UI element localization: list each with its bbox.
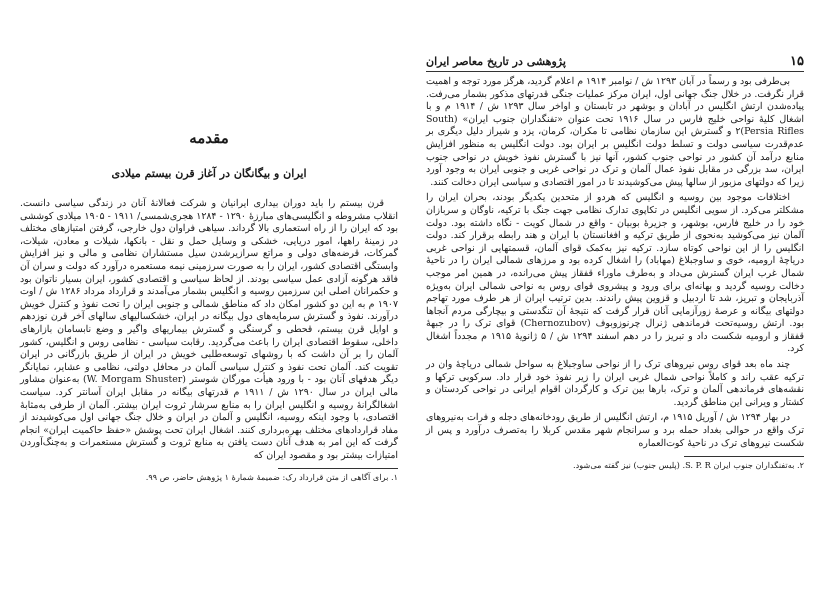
- left-page-body: [20, 198, 398, 462]
- left-page: [20, 14, 398, 580]
- footnote-divider: [278, 468, 398, 469]
- footnote-divider: [684, 456, 804, 457]
- paragraph: بی‌طرفی بود و رسماً در آبان ۱۲۹۳ ش / نوامبر ۱۹۱۴ م اعلام گردید، هرگز مورد توجه و اهمیت قرار نگرفت. در خلال جنگ جهانی اول، ایران مرکز عملیات جنگی قدرتهای مذکور بشمار می‌رفت. پیاده‌شدن ارتش انگلیس در آبادان و بوشهر در تابستان و اواخر سال ۱۲۹۳ ش / ۱۹۱۴ م و با اشغال کلیهٔ نواحی خلیج فارس در سال ۱۹۱۶ تحت عنوان «تفنگداران جنوب ایران» (South Persia Rifles)۲ و گسترش این سازمان نظامی تا مکران، کرمان، یزد و شیراز دلیل دیگری بر عدم‌قدرت سیاسی دولت و تسلط دولت انگلیس بر ایران بود. دولت انگلیس به منظور افزایش منابع درآمد آن کشور در نواحی جنوب کشور، آنها نیز با گسترش نفوذ خویش در نواحی جنوب ایران، سد بزرگی در مقابل نفوذ عمال آلمان و ترک در نواحی غربی و جنوبی ایران به وجود آورد زیرا که دولتهای مزبور از سالها پیش می‌کوشیدند تا در امور اقتصادی و سیاسی ایران دخالت کنند.: [426, 76, 805, 188]
- section-title: ایران و بیگانگان در آغاز قرن بیستم میلادی: [111, 167, 307, 180]
- paragraph: در بهار ۱۲۹۴ ش / آوریل ۱۹۱۵ م، ارتش انگلیس از طریق رودخانه‌های دجله و فرات به‌نیروهای ترک واقع در حوالی بغداد حمله برد و سرانجام شهر مقدس کربلا را به‌تصرف درآورد و پس از شکست نیروهای ترک در ناحیهٔ کوت‌العماره: [426, 412, 804, 449]
- chapter-title: مقدمه: [189, 129, 229, 147]
- footnote: ۲. به‌تفنگداران جنوب ایران S. P. R. (پلیس جنوب) نیز گفته می‌شود.: [573, 460, 804, 471]
- running-title: پژوهشی در تاریخ معاصر ایران: [426, 55, 566, 68]
- paragraph: قرن بیستم را باید دوران بیداری ایرانیان و شرکت فعالانهٔ آنان در زندگی سیاسی دانست. انقلاب مشروطه و انگلیسی‌های مبارزهٔ ۱۲۹۰ - ۱۲۸۴ هجری‌شمسی/ ۱۹۱۱ - ۱۹۰۵ میلادی کوششی بود که ایران را از راه استعماری بالا گرداند. سیاهی فراوان دول خارجی، گرفتن امتیازهای مختلف در زمینهٔ راهها، امور دریایی، خشکی و وسایل حمل و نقل - بانکها، شیلات و معادن، شیلات، گمرکات، قرضه‌های دولی و مراتع سرازیرشدن سیل مستشاران نظامی و مالی و نیز افزایش وابستگی اقتصادی کشور، ایران را به صورت سرزمینی نیمه مستعمره درآورد که دولت و سران آن فاقد هرگونه آزادی عمل سیاسی بودند. از لحاظ سیاسی و اقتصادی کشور، ایران بسیار ناتوان بود و حکمرانان اصلی این سرزمین روسیه و انگلیس بشمار می‌آمدند و قرارداد مرداد ۱۲۸۶ ش / اوت ۱۹۰۷ م به این دو کشور امکان داد که مناطق شمالی و جنوبی ایران را تحت نفوذ و کنترل خویش درآورند. نفوذ و گسترش سرمایه‌های دول بیگانه در ایران، خشکسالیهای سالهای آخر قرن نوزدهم و اوایل قرن بیستم، قحطی و گرسنگی و گسترش بیماریهای واگیر و وضع نابسامان بازارهای داخلی، سقوط اقتصادی ایران را باعث می‌گردید. رقابت سیاسی - نظامی روس و انگلیس، کشور آلمان را بر آن داشت که با روشهای توسعه‌طلبی خویش در ایران از طریق بازرگانی در ایران تقویت کند. آلمان تحت نفوذ و کنترل سیاسی آلمان در محافل دولتی، نظامی و عشایر، نمایانگر دیگر هدفهای آنان بود - با ورود هیأت مورگان شوستر (W. Morgam Shuster) به‌عنوان مشاور مالی ایران در سال ۱۲۹۰ ش / ۱۹۱۱ م قدرتهای بیگانه در مقابل ایران آسانتر کرد. سیاست اشغالگرانهٔ روسیه و انگلیس ایران را به منابع سرشار ثروت ایران بیشتر. آلمان از طرفی به‌مثابهٔ اقتصادی، با وجود اینکه روسیه، انگلیس و آلمان در ایران و خلال جنگ جهانی اول می‌کوشیدند از مفاد قراردادهای مختلف بهره‌برداری کنند. اشغال ایران تحت پوشش «حفظ حاکمیت ایران» انجام گرفت که این امر به هدف آنان دست یافتن به منابع ثروت و گسترش مستعمرات و به‌چنگ‌آوردن امتیازات بیشتر بود و مقصود ایران که: [20, 198, 399, 461]
- paragraph: اختلافات موجود بین روسیه و انگلیس که هردو از متحدین یکدیگر بودند، بحران ایران را مشکلتر می‌کرد. از سویی انگلیس در تکاپوی تدارک نظامی جهت جنگ با ترکیه، ناوگان و سربازان خود را در خلیج فارس، بوشهر، و جزیرهٔ بوبیان - واقع در شمال کویت - نگاه داشته بود. دولت آلمان نیز می‌کوشید به‌نحوی از طریق ترکیه و افغانستان با ایران و هند رابطه برقرار کند. دولت انگلیس را از این نواحی کوتاه سازد. ترکیه نیز به‌کمک قوای آلمان، قسمتهایی از نواحی غربی دریاچهٔ ارومیه، خوی و ساوجبلاغ (مهاباد) را اشغال کرده بود و مرزهای شمالی ایران را در ناحیهٔ شمال غرب ایران گسترش می‌داد و به‌طرف ماوراء قفقاز پیش می‌رانده، در همین امر موجب دخالت روسیه گردید و بهانه‌ای برای ورود و پیشروی قوای روس به نواحی شمالی ایران به‌ویژه آذربایجان و تبریز، شد تا اردبیل و قزوین پیش راندند. بدین ترتیب ایران از هر طرف مورد تهاجم دولتهای بیگانه و عرصهٔ زورآزمایی آنان قرار گرفت که نتیجهٔ آن تنگدستی و بیچارگی مردم آنجاها بود. ارتش روسیه‌تحت فرماندهی ژنرال چرنوزوبوف (Chernozubov) قوای ترک را در جبههٔ قفقاز و ارومیه شکست داد و تبریز را در دهم اسفند ۱۲۹۴ ش / ۵ ژانویهٔ ۱۹۱۵ م مجدداً اشغال کرد.: [426, 192, 804, 355]
- footnote: ۱. برای آگاهی از متن قرارداد رک: ضمیمهٔ شمارهٔ ۱ پژوهش حاضر، ص ۹۹.: [145, 472, 398, 483]
- right-page-body: [426, 76, 804, 450]
- paragraph: چند ماه بعد قوای روس نیروهای ترک را از نواحی ساوجبلاغ به سواحل شمالی دریاچهٔ وان در ترکیه عقب راند و کاملاً نواحی شمال غربی ایران را زیر نفوذ خود قرار داد. سرکوبی ترکها و نقشه‌های فرماندهی آلمان و ترک، بارها بین ترک و کارگردان اقوام ایرانی در نواحی کردستان و کشتار و ویرانی این مناطق گردید.: [426, 359, 804, 408]
- page-number: ۱۵: [790, 54, 804, 69]
- right-page: [426, 14, 804, 580]
- running-head: [426, 54, 804, 72]
